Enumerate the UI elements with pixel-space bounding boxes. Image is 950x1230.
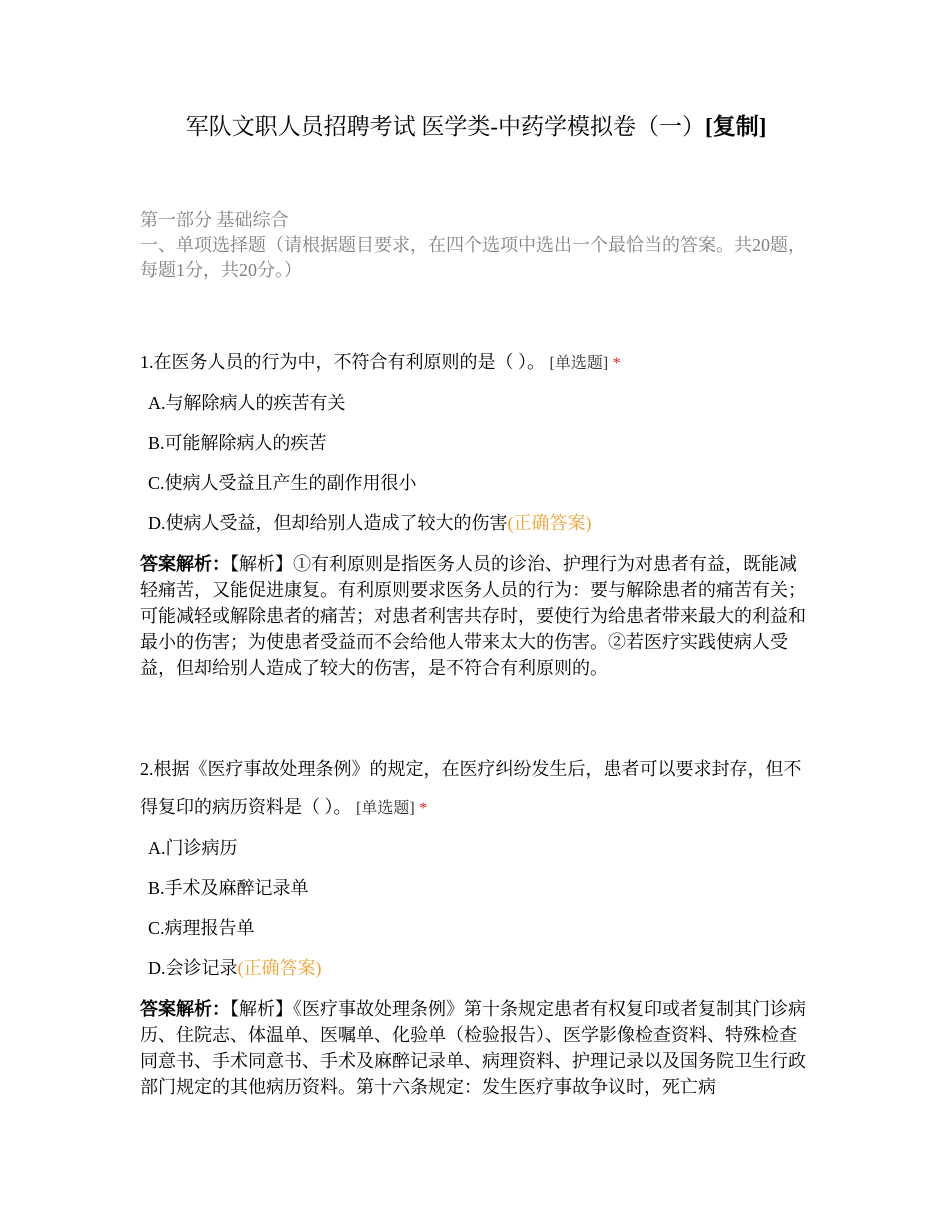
option-label: C.病理报告单 <box>148 918 255 938</box>
explanation-text: 【解析】①有利原则是指医务人员的诊治、护理行为对患者有益，既能减轻痛苦，又能促进康复。有利原则要求医务人员的行为：要与解除患者的痛苦有关；可能减轻或解除患者的痛苦；对患者利害共存时，要使行为给患者带来最大的利益和最小的伤害；为使患者受益而不会给他人带来太大的伤害。②若医疗实践使病人受益，但却给别人造成了较大的伤害，是不符合有利原则的。 <box>140 554 806 678</box>
option-label: D.会诊记录 <box>148 958 238 978</box>
option-c[interactable] <box>148 916 812 956</box>
question-type: [单选题] <box>356 800 415 817</box>
page-title <box>140 112 812 142</box>
section-instructions: 一、单项选择题（请根据题目要求，在四个选项中选出一个最恰当的答案。共20题，每题1分，共20分。） <box>140 235 806 280</box>
copy-tag[interactable]: [复制] <box>705 114 767 139</box>
option-d[interactable] <box>148 956 812 996</box>
correct-answer-badge: (正确答案) <box>237 958 322 978</box>
option-a[interactable] <box>148 391 812 431</box>
required-marker: * <box>612 355 621 372</box>
option-label: C.使病人受益且产生的副作用很小 <box>148 473 417 493</box>
option-label: B.可能解除病人的疾苦 <box>148 433 327 453</box>
option-label: A.与解除病人的疾苦有关 <box>148 393 346 413</box>
option-label: A.门诊病历 <box>148 838 238 858</box>
option-b[interactable] <box>148 431 812 471</box>
title-main: 军队文职人员招聘考试 医学类-中药学模拟卷（一） <box>185 114 706 139</box>
section-intro <box>140 208 812 283</box>
question-2 <box>140 750 812 1100</box>
answer-explanation <box>140 996 812 1100</box>
question-text: 1.在医务人员的行为中，不符合有利原则的是（ ）。 <box>140 352 545 372</box>
option-a[interactable] <box>148 836 812 876</box>
correct-answer-badge: (正确答案) <box>507 513 592 533</box>
option-d[interactable] <box>148 511 812 551</box>
question-type: [单选题] <box>549 355 609 372</box>
question-stem <box>140 750 812 828</box>
part-heading: 第一部分 基础综合 <box>140 210 289 230</box>
question-stem <box>140 343 812 383</box>
required-marker: * <box>419 800 428 817</box>
option-label: D.使病人受益，但却给别人造成了较大的伤害 <box>148 513 508 533</box>
answer-explanation <box>140 551 812 681</box>
option-label: B.手术及麻醉记录单 <box>148 878 309 898</box>
option-b[interactable] <box>148 876 812 916</box>
option-c[interactable] <box>148 471 812 511</box>
explanation-label: 答案解析： <box>140 999 230 1019</box>
explanation-label: 答案解析： <box>140 554 230 574</box>
question-1 <box>140 343 812 681</box>
question-text: 2.根据《医疗事故处理条例》的规定，在医疗纠纷发生后，患者可以要求封存，但不得复印的病历资料是（ ）。 <box>140 759 802 817</box>
explanation-text: 【解析】《医疗事故处理条例》第十条规定患者有权复印或者复制其门诊病历、住院志、体温单、医嘱单、化验单（检验报告）、医学影像检查资料、特殊检查同意书、手术同意书、手术及麻醉记录单、病理资料、护理记录以及国务院卫生行政部门规定的其他病历资料。第十六条规定：发生医疗事故争议时，死亡病 <box>140 999 806 1097</box>
